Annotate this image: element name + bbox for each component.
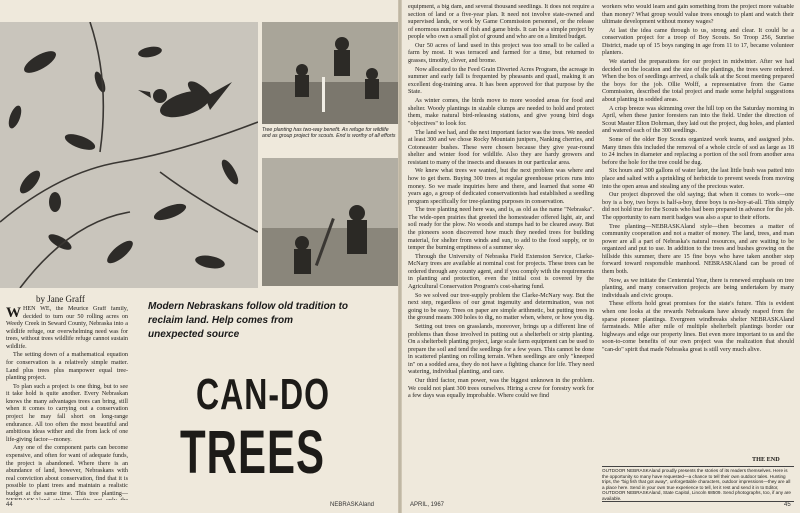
body-paragraph: workers who would learn and gain something from the project more valuable than money? What group would value trees enough to plant and watch their ultimate development without money wages? bbox=[602, 4, 794, 26]
right-page-number: 45 bbox=[784, 502, 791, 508]
body-paragraph: Our 50 acres of land used in this project was too small to be called a farm by most. It was terraced and farmed for a time, but returned to grasses, timothy, clover, and brome. bbox=[408, 42, 594, 65]
right-page bbox=[402, 0, 800, 513]
editor-note-box: OUTDOOR NEBRASKAland proudly presents the stories of its readers themselves. Here is the opportunity so many have requested—a chance to tell their own outdoor tales. Hunting trips, the "big fish that got away", unforgettable characters, outdoor impressions—they are all a place here. Send in your own true experience to tell, let it rest and send it in to Editor, OUTDOOR NEBRASKAland, State Capitol, Lincoln 68509. Send photographs, too, if any are available. bbox=[602, 466, 794, 502]
body-paragraph: Tree planting—NEBRASKAland style—then becomes a matter of community cooperation and not a matter of money. The land, trees, and man power are all a part of Nebraska's natural resources, and are waiting to be organized and put to use. In addition to the trees and bushes growing on the hillside this summer, there are 15 fine boys who have taken another step forward toward responsible manhood. NEBRASKAland can be proud of them both. bbox=[602, 223, 794, 275]
scout-digging-photo bbox=[262, 158, 398, 286]
body-paragraph: Now allocated to the Feed Grain Diverted Acres Program, the acreage in summer and early fall is frequented by pheasants and quail, making it an excellent dog-training area. It has been approved for that purpose by the State. bbox=[408, 66, 594, 96]
intro-text: HEN WE, the Meurice Graff family, decided to turn our 50 rolling acres on Weedy Creek in Seward County, Nebraska into a wildlife refuge, our overwhelming need was for trees, without trees wildlife refuge cannot sustain wildlife. bbox=[6, 306, 128, 350]
body-paragraph: Our project disproved the old saying; that when it comes to work—one boy is a boy, two boys is half-a-boy, three boys is no-boy-at-all. This simply did not hold true for the Scouts who had been prepared in advance for the job. The opportunity to earn merit badges was also a spur to their efforts. bbox=[602, 192, 794, 221]
body-paragraph: Our third factor, man power, was the biggest unknown in the problem. We could not plant 300 trees ourselves. Hiring a crew for forestry work for a few days was equally improbable. Where could we find bbox=[408, 378, 594, 400]
body-paragraph: These efforts hold great promises for the state's future. This is evident when one looks at the rewards Nebraskans have already reaped from the sparse pioneer plantings. Evergreen windbreaks shelter NEBRASKAland farmsteads. Mile after mile of multiple shelterbelt plantings border our highways and edge our property lines. But even more important to us and the soon-to-come benefits of our own project was the realization that should "can-do" spirit that made Nebraska great is still very much alive. bbox=[602, 301, 794, 353]
body-paragraph: Now, as we initiate the Centennial Year, there is renewed emphasis on tree planting, and many conservation projects are being undertaken by many individuals and civic groups. bbox=[602, 277, 794, 299]
article-title-line1: CAN-DO bbox=[196, 370, 330, 419]
left-magazine-name: NEBRASKAland bbox=[330, 502, 375, 508]
body-paragraph: Six hours and 300 gallons of water later, the last little bush was patted into place and salted with a sprinkling of herbicide to prevent weeds from moving into the open areas and stealing any of the precious water. bbox=[602, 168, 794, 190]
body-paragraph: We started the preparations for our project in midwinter. After we had decided on the location and the size of the plantings, the trees were ordered. When the box of seedlings arrived, a chalk talk at the Scout meeting prepared the boys for the job. Ollie Wolff, a representative from the Game Commission, described the total project and made some helpful suggestions about planting in sodded areas. bbox=[602, 59, 794, 103]
right-column-2 bbox=[602, 4, 794, 454]
body-paragraph: The setting down of a mathematical equation for conservation is a relatively simple matter. Land plus trees plus manpower equal tree-planting project. bbox=[6, 352, 128, 382]
body-paragraph: The tree planting need here was, and is, as old as the name "Nebraska". The wide-open prairies that greeted the homesteader offered light, air, and soil ready for the plow. No woods and stumps had to be cleared away. But the pioneers soon discovered how much they needed trees for building material, for shelter from winds and sun, to add to the food supply, or to temper the burning emptiness of a summer sky. bbox=[408, 207, 594, 252]
body-paragraph: Setting out trees on grasslands, moreover, brings up a different line of problems than those involved in putting out a shelterbelt or strip planting. On a shelterbelt planting project, large scale farm equipment can be used to prepare the soil and tend the seedlings for a few years. This cannot be done in scattered planting on rolling terrain. When seedlings are only "kneeped in" on a sodded area, they do not have a fighting chance for life. They need watering, individual planting, and care. bbox=[408, 324, 594, 376]
photo-caption: Tree planting has two-way benefit. As refuge for wildlife and as group project for scouts. End is worthy of all efforts bbox=[262, 127, 396, 140]
left-intro-column bbox=[6, 306, 128, 500]
right-issue-date: APRIL, 1967 bbox=[410, 502, 445, 508]
article-deck: Modern Nebraskans follow old tradition to reclaim land. Help comes from unexpected source bbox=[148, 301, 349, 340]
body-paragraph: A crisp breeze was skimming over the hill top on the Saturday morning in April, when these junior foresters ran into the field. Under the direction of Scout Master Elton Dohrman, they laid out the project, dug holes, and planted and watered each of the 300 seedlings. bbox=[602, 105, 794, 135]
drop-cap: W bbox=[6, 306, 21, 321]
branches-bird-photo bbox=[0, 22, 258, 288]
body-paragraph: We knew what trees we wanted, but the next problem was where and how to get them. Buying 300 trees at regular greenhouse prices runs into money. So we made inquiries here and there, and learned that some 40 years ago, a group of dedicated conservationists had established a seedling program specifically for tree-planting purposes in conservation. bbox=[408, 168, 594, 205]
body-paragraph: The land we had, and the next important factor was the trees. We needed at least 300 and we chose Rocky Mountain junipers, Nanking cherries, and Cotoneaster bushes. These were chosen because they give year-round shelter and winter food for wildlife. Also they are hardy growers and resistant to many of the insects and diseases in our particular area. bbox=[408, 129, 594, 166]
article-title-line2: TREES bbox=[180, 418, 326, 487]
left-page bbox=[0, 0, 398, 513]
body-paragraph: Any one of the component parts can become expensive, and often for want of adequate funds, the project is abandoned. Where there is an abundance of land, however, Nebraskans with real conviction about conservation, find that it is possible to plant trees and maintain a realistic budget at the same time. This tree planting— bbox=[6, 445, 128, 497]
body-paragraph: Some of the older Boy Scouts organized work teams, and assigned jobs. Many times this included the removal of a whole circle of sod as large as 18 to 24 inches in diameter and replacing a portion of the soil from another area before the hole for the tree could be dug. bbox=[602, 137, 794, 166]
intro-paragraph bbox=[6, 306, 128, 351]
byline: by Jane Graff bbox=[36, 294, 85, 304]
body-paragraph: As winter comes, the birds move to more wooded areas for food and shelter. Woody plantings in sizable clumps are needed to hold and protect them, make natural bird-releasing stations, and give young bird dogs "objectives" to look for. bbox=[408, 98, 594, 127]
right-column-1 bbox=[408, 4, 594, 500]
left-page-number: 44 bbox=[6, 502, 13, 508]
scouts-planting-photo bbox=[262, 22, 398, 124]
the-end-marker: THE END bbox=[752, 456, 780, 463]
body-paragraph: So we solved our tree-supply problem the Clarke-McNary way. But the next step, regardless of our great ingenuity and determination, was not going to be easy. Trees on paper are simple arithmetic, but putting trees in the ground means 300 holes to dig, no matter when, where, or how you dig. bbox=[408, 292, 594, 322]
branches-illustration bbox=[0, 22, 258, 288]
body-paragraph: To plan such a project is one thing, but to see it take hold is quite another. Every Nebraskan knows the many advantages trees can bring, still when it comes to carrying out a conservation project he may fall short on long-range endurance. All too often the most beautiful and ambitious ideas wither and die from lack of one life-giving factor—money. bbox=[6, 383, 128, 443]
body-paragraph: equipment, a big dam, and several thousand seedlings. It does not require a section of land or a five-year plan. It need not involve state-owned and supervised lands, or work by Game Commission personnel, or the release of enormous numbers of fish and game birds. It can be a simple project by people who own a small plot of ground and who are on a limited budget. bbox=[408, 4, 594, 41]
body-paragraph: At last the idea came through to us, strong and clear. It could be a conservation project for a troop of Boy Scouts. So Troop 256, Sunrise District, made up of 15 boys ranging in age from 11 to 17, became volunteer planters. bbox=[602, 27, 794, 57]
body-paragraph: Through the University of Nebraska Field Extension Service, Clarke-McNary trees are available at nominal cost for projects. These trees can be ordered through any county agent, and if you comply with the requirements in planting and protection, even the initial cost is covered by the Agricultural Conservation Program's cost-sharing fund. bbox=[408, 253, 594, 290]
